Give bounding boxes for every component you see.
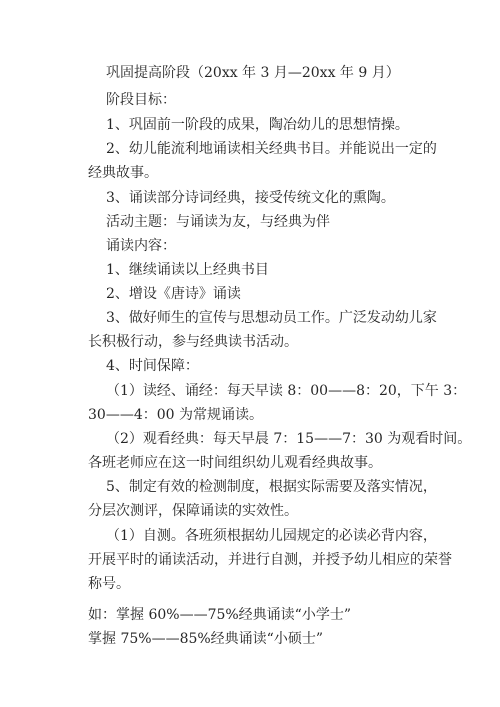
example-line-2: 掌握 75%——85%经典诵读“小硕士”: [88, 631, 323, 647]
time-item-1: （1）读经、诵经：每天早读 8：00——8：20，下午 3：: [106, 383, 467, 399]
activity-theme: 活动主题：与诵读为友，与经典为伴: [106, 214, 330, 230]
content-item-1: 1、继续诵读以上经典书目: [106, 262, 269, 278]
time-guarantee-heading: 4、时间保障：: [106, 358, 199, 374]
time-item-1-continued: 30——4：00 为常规诵读。: [88, 407, 263, 423]
goal-item-2: 2、幼儿能流利地诵读相关经典书目。并能说出一定的: [106, 141, 437, 157]
self-test-continued-2: 称号。: [88, 576, 130, 592]
self-test-item: （1）自测。各班须根据幼儿园规定的必读必背内容，: [106, 528, 437, 544]
time-item-2-continued: 各班老师应在这一时间组织幼儿观看经典故事。: [88, 455, 382, 471]
stage-heading: 巩固提高阶段（20xx 年 3 月—20xx 年 9 月）: [106, 65, 400, 81]
self-test-continued-1: 开展平时的诵读活动，并进行自测，并授予幼儿相应的荣誉: [88, 552, 452, 568]
content-heading: 诵读内容：: [106, 238, 176, 254]
content-item-2: 2、增设《唐诗》诵读: [106, 286, 241, 302]
time-item-2: （2）观看经典：每天早晨 7：15——7：30 为观看时间。: [106, 431, 472, 447]
example-line-1: 如：掌握 60%——75%经典诵读“小学士”: [88, 607, 351, 623]
goal-item-1: 1、巩固前一阶段的成果，陶冶幼儿的思想情操。: [106, 117, 409, 133]
goals-heading: 阶段目标：: [106, 92, 176, 108]
content-item-3: 3、做好师生的宣传与思想动员工作。广泛发动幼儿家: [106, 310, 437, 326]
goal-item-3: 3、诵读部分诗词经典，接受传统文化的熏陶。: [106, 190, 395, 206]
assessment-item-continued: 分层次测评，保障诵读的实效性。: [88, 503, 298, 519]
goal-item-2-continued: 经典故事。: [88, 165, 158, 181]
assessment-item: 5、制定有效的检测制度，根据实际需要及落实情况，: [106, 479, 437, 495]
content-item-3-continued: 长积极行动，参与经典读书活动。: [88, 334, 298, 350]
